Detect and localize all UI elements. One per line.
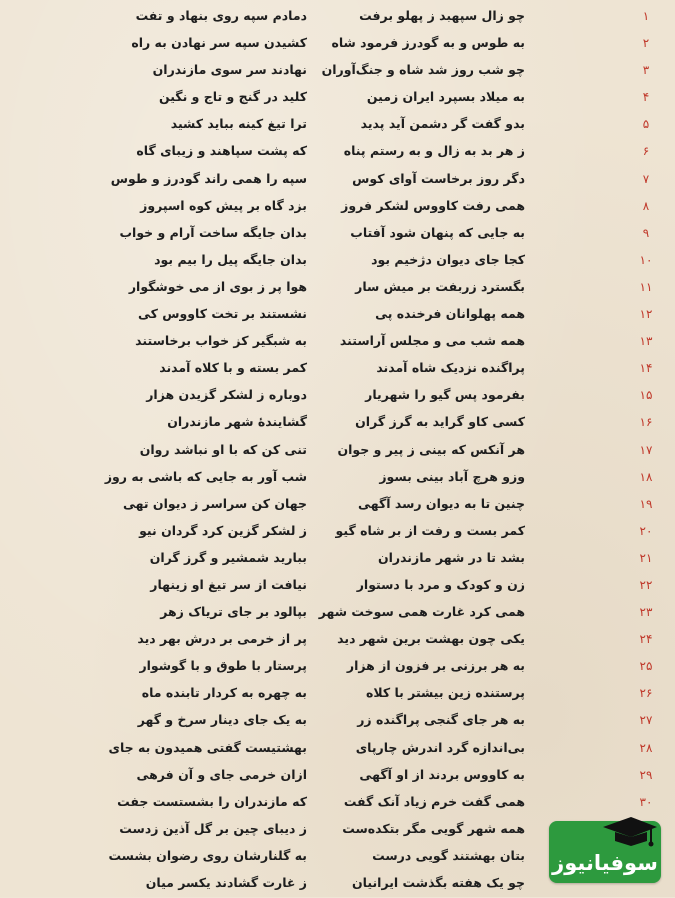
verse-row xyxy=(0,438,675,465)
verse-row xyxy=(0,4,675,31)
graduation-cap-icon xyxy=(599,815,659,849)
first-hemistich: همه پهلوانان فرخنده پی xyxy=(375,306,525,322)
logo-text: سوفیانیوز xyxy=(552,851,658,875)
first-hemistich: همی کرد غارت همی سوخت شهر xyxy=(318,604,525,620)
verse-number: ۲۰ xyxy=(639,523,653,538)
verse-number: ۲۱ xyxy=(639,550,653,565)
verse-number: ۵ xyxy=(642,117,650,132)
first-hemistich: همه شب می و مجلس آراستند xyxy=(339,333,525,349)
verse-number: ۲۹ xyxy=(639,767,653,782)
verse-number: ۲۶ xyxy=(639,686,653,701)
verse-number: ۲۵ xyxy=(639,659,653,674)
verse-row xyxy=(0,139,675,166)
second-hemistich: نیافت از سر تیغ او زینهار xyxy=(150,576,307,592)
second-hemistich: بزد گاه بر پیش کوه اسپروز xyxy=(140,197,307,213)
verse-number: ۲۸ xyxy=(639,740,653,755)
verse-row xyxy=(0,275,675,302)
second-hemistich: کشیدن سپه سر نهادن به راه xyxy=(131,35,307,51)
second-hemistich: جهان کن سراسر ز دیوان تهی xyxy=(122,495,307,511)
verse-row xyxy=(0,194,675,221)
first-hemistich: زن و کودک و مرد با دستوار xyxy=(356,576,525,592)
verse-number: ۱۲ xyxy=(639,307,653,322)
first-hemistich: هر آنکس که بینی ز پیر و جوان xyxy=(337,441,525,457)
verse-row xyxy=(0,763,675,790)
verse-number: ۱۸ xyxy=(639,469,653,484)
verse-number: ۲۲ xyxy=(639,577,653,592)
second-hemistich: نهادند سر سوی مازندران xyxy=(152,62,307,78)
verse-number: ۱۵ xyxy=(639,388,653,403)
verse-row xyxy=(0,85,675,112)
verse-row xyxy=(0,654,675,681)
second-hemistich: دوباره ز لشکر گزیدن هزار xyxy=(146,387,307,403)
first-hemistich: همه شهر گویی مگر بتکده‌ست xyxy=(342,820,525,836)
verse-row xyxy=(0,302,675,329)
verse-row xyxy=(0,681,675,708)
verse-number: ۷ xyxy=(642,171,650,186)
second-hemistich: کلید در گنج و تاج و نگین xyxy=(158,89,307,105)
verse-row xyxy=(0,465,675,492)
second-hemistich: که پشت سپاهند و زیبای گاه xyxy=(136,143,307,159)
second-hemistich: به گلنارشان روی رضوان بشست xyxy=(108,847,307,863)
second-hemistich: دمادم سپه روی بنهاد و تفت xyxy=(135,8,307,23)
second-hemistich: سپه را همی راند گودرز و طوس xyxy=(110,170,307,186)
second-hemistich: کمر بسته و با کلاه آمدند xyxy=(159,360,307,376)
first-hemistich: یکی چون بهشت برین شهر دید xyxy=(337,631,525,647)
verse-row xyxy=(0,58,675,85)
second-hemistich: بدان جایگه ساخت آرام و خواب xyxy=(119,224,307,240)
first-hemistich: به جایی که پنهان شود آفتاب xyxy=(350,224,525,240)
verse-row xyxy=(0,546,675,573)
first-hemistich: بی‌اندازه گرد اندرش چارپای xyxy=(355,739,525,755)
first-hemistich: پرستنده زین بیشتر با کلاه xyxy=(365,685,525,701)
sofianews-logo[interactable] xyxy=(549,821,661,883)
first-hemistich: بگسترد زربفت بر میش سار xyxy=(355,278,525,294)
second-hemistich: پرستار با طوق و با گوشوار xyxy=(139,658,307,674)
second-hemistich: به یک جای دینار سرخ و گهر xyxy=(137,712,307,728)
verse-row xyxy=(0,627,675,654)
first-hemistich: ز هر بد به زال و به رستم پناه xyxy=(343,143,525,159)
first-hemistich: چنین تا به دیوان رسد آگهی xyxy=(358,495,525,511)
second-hemistich: ز لشکر گزین کرد گردان نیو xyxy=(139,522,307,538)
verse-number: ۱۹ xyxy=(639,496,653,511)
second-hemistich: بدان جایگه پیل را بیم بود xyxy=(154,251,307,267)
verse-number: ۱۷ xyxy=(639,442,653,457)
verse-row xyxy=(0,167,675,194)
verse-row xyxy=(0,736,675,763)
second-hemistich: ز غارت گشادند یکسر میان xyxy=(145,875,307,890)
verse-row xyxy=(0,492,675,519)
second-hemistich: ترا تیغ کینه بباید کشید xyxy=(170,116,307,132)
verse-row xyxy=(0,31,675,58)
second-hemistich: ز دیبای چین بر گل آذین زدست xyxy=(119,820,307,836)
verse-row xyxy=(0,112,675,139)
first-hemistich: چو زال سپهبد ز پهلو برفت xyxy=(359,8,525,23)
first-hemistich: پراگنده نزدیک شاه آمدند xyxy=(376,360,525,376)
verse-number: ۲۴ xyxy=(639,632,653,647)
second-hemistich: پر از خرمی بر درش بهر دید xyxy=(137,631,307,647)
first-hemistich: به هر جای گنجی پراگنده زر xyxy=(357,712,525,728)
verse-number: ۱۴ xyxy=(639,361,653,376)
second-hemistich: گشایندهٔ شهر مازندران xyxy=(167,414,307,430)
verse-number: ۳ xyxy=(642,63,650,78)
verse-list xyxy=(0,4,675,898)
verse-row xyxy=(0,329,675,356)
verse-number: ۳۰ xyxy=(639,794,653,809)
verse-number: ۴ xyxy=(642,90,650,105)
verse-row xyxy=(0,708,675,735)
second-hemistich: هوا پر ز بوی از می خوشگوار xyxy=(128,278,307,294)
first-hemistich: چو یک هفته بگذشت ایرانیان xyxy=(352,875,525,890)
second-hemistich: بهشتیست گفتی همیدون به جای xyxy=(108,739,307,755)
second-hemistich: ازان خرمی جای و آن فرهی xyxy=(136,766,307,782)
verse-number: ۲۷ xyxy=(639,713,653,728)
verse-number: ۱۰ xyxy=(639,252,653,267)
first-hemistich: وزو هرچ آباد بینی بسوز xyxy=(379,468,525,484)
verse-number: ۸ xyxy=(642,198,650,213)
verse-number: ۱۶ xyxy=(639,415,653,430)
first-hemistich: همی گفت خرم زیاد آنک گفت xyxy=(343,793,525,809)
first-hemistich: به هر برزنی بر فزون از هزار xyxy=(346,658,525,674)
verse-row xyxy=(0,600,675,627)
first-hemistich: کمر بست و رفت از بر شاه گیو xyxy=(335,522,525,538)
first-hemistich: بشد تا در شهر مازندران xyxy=(377,549,525,565)
verse-row xyxy=(0,410,675,437)
verse-number: ۲۳ xyxy=(639,605,653,620)
second-hemistich: نشستند بر تخت کاووس کی xyxy=(137,306,307,322)
first-hemistich: به طوس و به گودرز فرمود شاه xyxy=(331,35,525,51)
verse-number: ۱۳ xyxy=(639,334,653,349)
verse-row xyxy=(0,221,675,248)
second-hemistich: شب آور به جایی که باشی به روز xyxy=(104,468,307,484)
verse-number: ۲ xyxy=(642,36,650,51)
verse-row xyxy=(0,383,675,410)
verse-row xyxy=(0,573,675,600)
first-hemistich: به میلاد بسپرد ایران زمین xyxy=(366,89,525,105)
first-hemistich: دگر روز برخاست آوای کوس xyxy=(352,170,525,186)
second-hemistich: بپالود بر جای تریاک زهر xyxy=(160,604,307,620)
verse-row xyxy=(0,356,675,383)
first-hemistich: چو شب روز شد شاه و جنگ‌آوران xyxy=(321,62,525,78)
first-hemistich: بتان بهشتند گویی درست xyxy=(372,847,525,863)
second-hemistich: که مازندران را بشستست جفت xyxy=(117,793,307,809)
verse-number: ۱۱ xyxy=(639,279,653,294)
second-hemistich: تنی کن که با او نباشد روان xyxy=(139,441,307,457)
second-hemistich: به شبگیر کز خواب برخاستند xyxy=(135,333,307,349)
verse-row xyxy=(0,519,675,546)
first-hemistich: به کاووس بردند از او آگهی xyxy=(359,766,525,782)
verse-row xyxy=(0,248,675,275)
verse-number: ۹ xyxy=(642,225,650,240)
first-hemistich: کجا جای دیوان دژخیم بود xyxy=(371,251,525,267)
first-hemistich: بدو گفت گر دشمن آید پدید xyxy=(360,116,525,132)
first-hemistich: همی رفت کاووس لشکر فروز xyxy=(341,197,525,213)
second-hemistich: به چهره به کردار تابنده ماه xyxy=(141,685,307,701)
second-hemistich: ببارید شمشیر و گرز گران xyxy=(149,549,307,565)
first-hemistich: کسی کاو گراید به گرز گران xyxy=(355,414,525,430)
verse-number: ۶ xyxy=(642,144,650,159)
verse-number: ۱ xyxy=(642,9,650,23)
first-hemistich: بفرمود پس گیو را شهریار xyxy=(365,387,525,403)
verse-row xyxy=(0,790,675,817)
